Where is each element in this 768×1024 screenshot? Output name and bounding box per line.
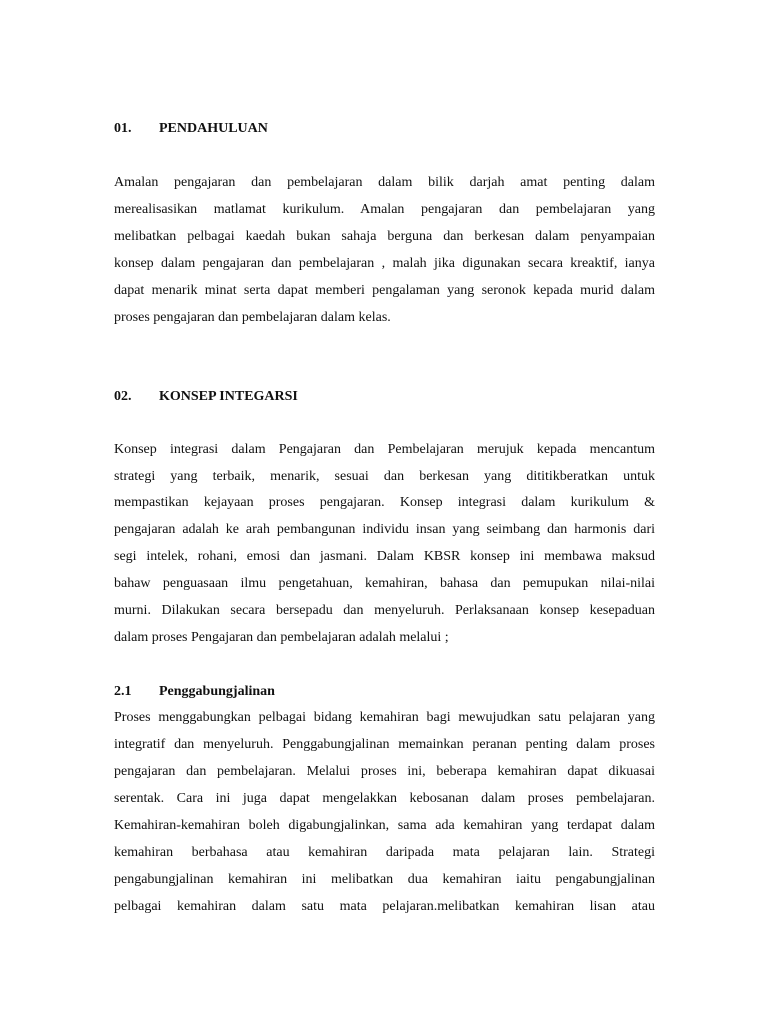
paragraph-line: pengajaran adalah ke arah pembangunan individu insan yang seimbang dan harmonis dari [114,522,655,537]
section-title: PENDAHULUAN [159,121,268,136]
paragraph-line: segi intelek, rohani, emosi dan jasmani. Dalam KBSR konsep ini membawa maksud [114,549,655,564]
paragraph-line: merealisasikan matlamat kurikulum. Amalan pengajaran dan pembelajaran yang [114,202,655,217]
paragraph-line: dapat menarik minat serta dapat memberi pengalaman yang seronok kepada murid dalam [114,283,655,298]
section-number: 02. [114,389,132,404]
section-number: 01. [114,121,132,136]
section-heading-pendahuluan [114,120,268,138]
paragraph-line: Amalan pengajaran dan pembelajaran dalam bilik darjah amat penting dalam [114,175,655,190]
paragraph-line: dalam proses Pengajaran dan pembelajaran adalah melalui ; [114,630,449,645]
paragraph-line: kemahiran berbahasa atau kemahiran daripada mata pelajaran lain. Strategi [114,845,655,860]
paragraph-line: konsep dalam pengajaran dan pembelajaran , malah jika digunakan secara kreaktif, ianya [114,256,655,271]
subsection-heading-penggabungjalinan [114,683,275,701]
paragraph-line: mempastikan kejayaan proses pengajaran. Konsep integrasi dalam kurikulum & [114,495,655,510]
section-number: 2.1 [114,684,132,699]
paragraph-line: murni. Dilakukan secara bersepadu dan menyeluruh. Perlaksanaan konsep kesepaduan [114,603,655,618]
paragraph-line: Kemahiran-kemahiran boleh digabungjalinkan, sama ada kemahiran yang terdapat dalam [114,818,655,833]
paragraph-line: proses pengajaran dan pembelajaran dalam kelas. [114,310,391,325]
paragraph-line: melibatkan pelbagai kaedah bukan sahaja berguna dan berkesan dalam penyampaian [114,229,655,244]
section-heading-konsep-integrasi [114,388,298,406]
paragraph-line: integratif dan menyeluruh. Penggabungjalinan memainkan peranan penting dalam proses [114,737,655,752]
paragraph-line: Proses menggabungkan pelbagai bidang kemahiran bagi mewujudkan satu pelajaran yang [114,710,655,725]
paragraph-line: pengabungjalinan kemahiran ini melibatkan dua kemahiran iaitu pengabungjalinan [114,872,655,887]
section-title: KONSEP INTEGARSI [159,389,298,404]
paragraph-line: serentak. Cara ini juga dapat mengelakkan kebosanan dalam proses pembelajaran. [114,791,655,806]
paragraph-line: pelbagai kemahiran dalam satu mata pelajaran.melibatkan kemahiran lisan atau [114,899,655,914]
paragraph-line: pengajaran dan pembelajaran. Melalui proses ini, beberapa kemahiran dapat dikuasai [114,764,655,779]
paragraph-line: bahaw penguasaan ilmu pengetahuan, kemahiran, bahasa dan pemupukan nilai-nilai [114,576,655,591]
paragraph-line: strategi yang terbaik, menarik, sesuai dan berkesan yang dititikberatkan untuk [114,469,655,484]
paragraph-line: Konsep integrasi dalam Pengajaran dan Pembelajaran merujuk kepada mencantum [114,442,655,457]
section-title: Penggabungjalinan [159,684,275,699]
